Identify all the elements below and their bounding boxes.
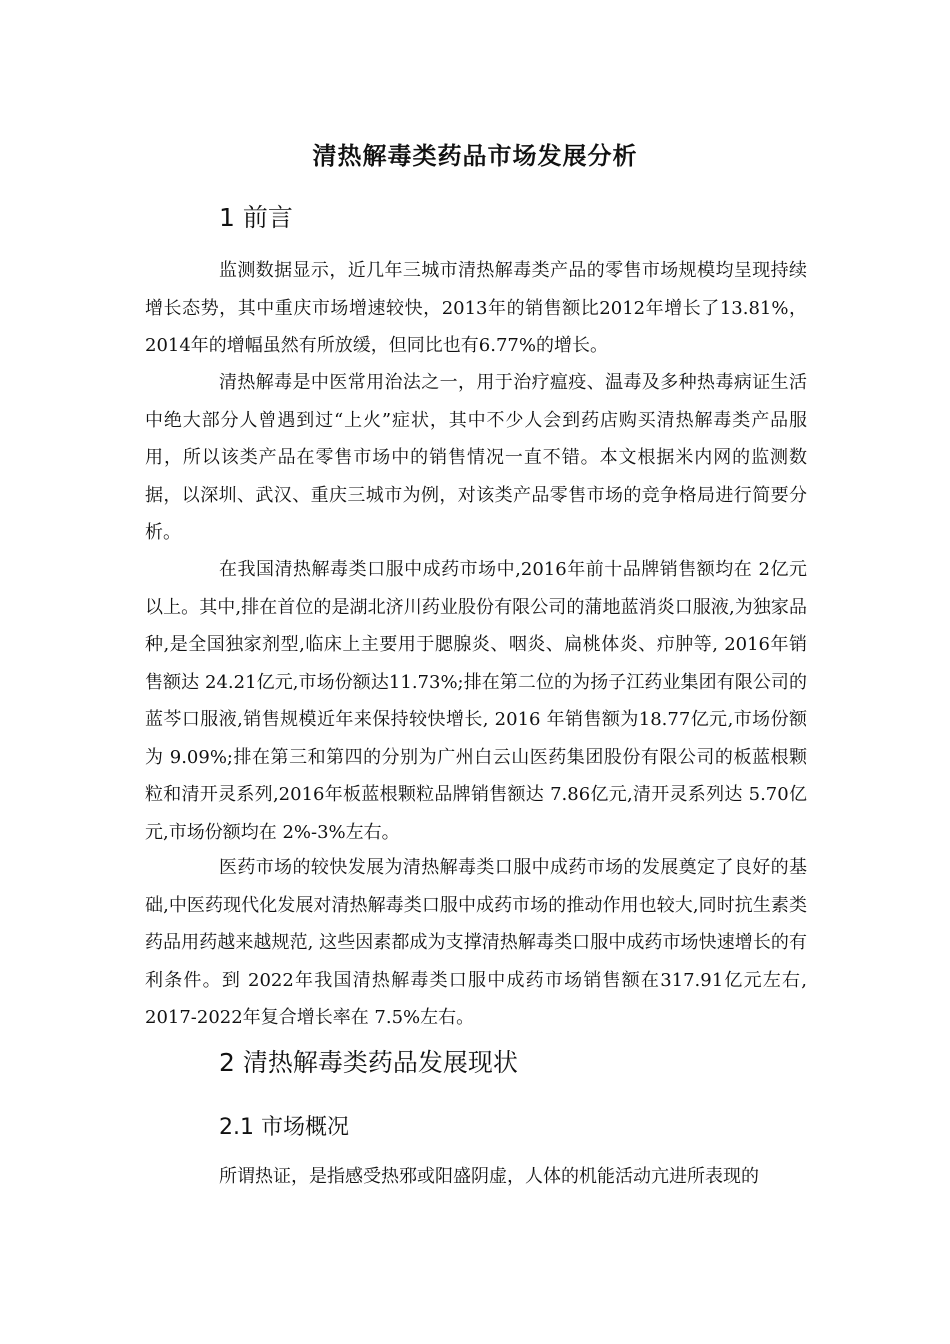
section-heading-status: 2 清热解毒类药品发展现状 xyxy=(219,1048,518,1077)
paragraph-heat-syndrome: 所谓热证，是指感受热邪或阳盛阴虚，人体的机能活动亢进所表现的 xyxy=(219,1166,759,1187)
document-title: 清热解毒类药品市场发展分析 xyxy=(312,142,638,170)
paragraph-tcm-treatment: 清热解毒是中医常用治法之一，用于治疗瘟疫、温毒及多种热毒病证生活中绝大部分人曾遇到过“上火”症状，其中不少人会到药店购买清热解毒类产品服用，所以该类产品在零售市场中的销售情况一直不错。本文根据米内网的监测数据，以深圳、武汉、重庆三城市为例，对该类产品零售市场的竞争格局进行简要分析。 xyxy=(145,372,807,543)
paragraph-monitoring-data: 监测数据显示，近几年三城市清热解毒类产品的零售市场规模均呈现持续增长态势，其中重庆市场增速较快，2013年的销售额比2012年增长了13.81%，2014年的增幅虽然有所放缓，但同比也有6.77%的增长。 xyxy=(145,260,807,356)
paragraph-market-growth: 医药市场的较快发展为清热解毒类口服中成药市场的发展奠定了良好的基础,中医药现代化发展对清热解毒类口服中成药市场的推动作用也较大,同时抗生素类药品用药越来越规范, 这些因素都成为支撑清热解毒类口服中成药市场快速增长的有利条件。到 2022年我国清热解毒类口服中成药市场销售额在317.91亿元左右, 2017-2022年复合增长率在 7.5%左右。 xyxy=(145,857,807,1028)
section-heading-preface: 1 前言 xyxy=(219,203,293,232)
subsection-heading-market-overview: 2.1 市场概况 xyxy=(219,1115,349,1140)
paragraph-top-brands: 在我国清热解毒类口服中成药市场中,2016年前十品牌销售额均在 2亿元以上。其中,排在首位的是湖北济川药业股份有限公司的蒲地蓝消炎口服液,为独家品种,是全国独家剂型,临床上主要用于腮腺炎、咽炎、扁桃体炎、疖肿等, 2016年销售额达 24.21亿元,市场份额达11.73%;排在第二位的为扬子江药业集团有限公司的蓝芩口服液,销售规模近年来保持较快增长, 2016 年销售额为18.77亿元,市场份额为 9.09%;排在第三和第四的分别为广州白云山医药集团股份有限公司的板蓝根颗粒和清开灵系列,2016年板蓝根颗粒品牌销售额达 7.86亿元,清开灵系列达 5.70亿元,市场份额均在 2%-3%左右。 xyxy=(145,559,807,843)
